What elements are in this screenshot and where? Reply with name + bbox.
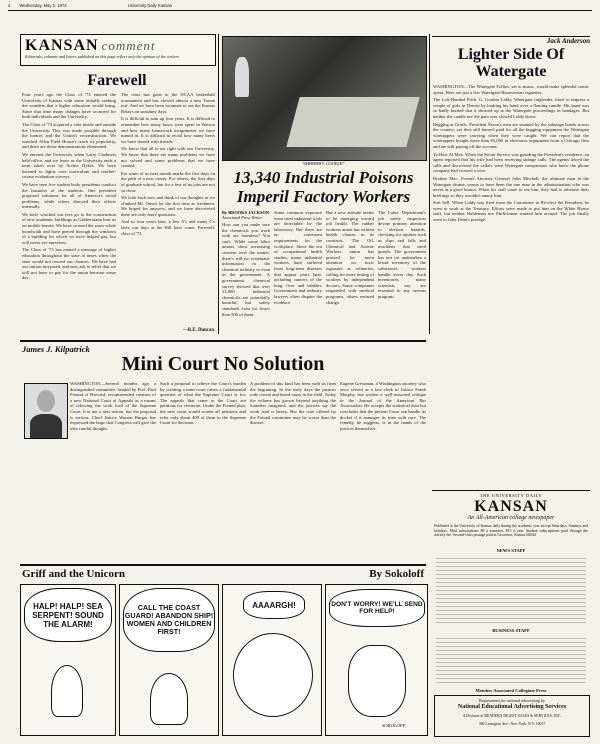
character-figure [150,673,188,725]
kilpatrick-rule [20,340,426,342]
speech-bubble-2: CALL THE COAST GUARD! ABANDON SHIP! WOMEN AND CHILDREN FIRST! [123,588,215,652]
farewell-title: Farewell [87,72,147,89]
anderson-p1: WASHINGTON—The Watergate Follies, set to music, would make splendid comic opera. Here are just a few Watergate-Hanoverism vignettes. [433,84,589,95]
speech-bubble-4: DON'T WORRY! WE'LL SEND FOR HELP! [329,589,425,627]
anderson-p4: Ye Haw Al Mex. When the Secret Service was guarding the President's residence, an agent reported that his wife had been receiving strange calls. The agents traced the calls and discovered the callers were Watergate conspirators who knew the phone company had crossed a wire. [433,151,589,174]
kilpatrick-byline: James J. Kilpatrick [22,344,90,354]
masthead-sub: An All-American college newspaper [467,515,555,521]
imperial-col-4: The Labor Department's job safety inspectors devote primary attention to obvious hazards, checking for injuries such as slips and falls and machines that need guards. The government has not yet undertaken a broad inventory of the substances workers handle every day. Such inventories, many scientists say, are essential to any serious program. [378,210,426,299]
imperial-col-2: Some common exposure from used industrial tools are detectable by the laboratory. But there are no consistent requirements for the workplace. Since the era of occupational health studies, many industrial workers have suffered from long-term diseases that appear years later, including cancers of the lung, liver and bladder. Government and industry lawyers often dispute the evidence. [274,210,322,305]
farewell-p8: It is difficult to sum up four years. It is difficult to remember how many hours were spent in Watson and how many homework assignments we have turned in. It is difficult to recall how many beers we have shared with friends. [121,116,215,144]
farewell-byline: —R.E. Duncan [182,328,214,333]
header-paper: University Daily Kansan [127,3,173,8]
national-ad-box [434,695,590,737]
imperial-col-3: But a new attitude seems to be emerging toward job health. The rubber workers union has written health clauses in its contracts. The Oil, Chemical and Atomic Workers union has pressed for more attention on toxic exposure at refineries, calling for more testing of workers by independent doctors. Some companies responded with medical programs, others resisted change. [326,210,374,305]
imperial-col-1: How can you make sure the chemicals you work with are harmless? You can't. While some labor unions show increasing concern over the matter, there's still no systematic information in the chemical industry or even in the government. A government chemical survey showed that over 13,000 industrial chemicals are potentially harmful, but safety standards exist for fewer than 500 of them. [222,222,270,317]
cartoon-panel-3 [222,584,322,736]
cookie-photo [222,36,427,161]
page-header [8,3,598,10]
cartoon-panel-2 [119,584,219,736]
farewell-p3: We entered the University when Larry Chalmers held office, and we leave as the University ends a term taken over by Archie Dykes. We have listened to fights over curriculum and teacher-course evaluation surveys. [22,151,116,180]
sea-serpent [233,633,313,717]
header-date: Wednesday, May 2, 1973 [19,3,67,8]
anderson-headline: Lighter Side Of Watergate [457,46,565,80]
nat-addr: 360 Lexington Ave., New York, N.Y. 10017 [478,722,546,726]
farewell-col-1 [22,92,116,337]
speech-bubble-1: HALP! HALP! SEA SERPENT! SOUND THE ALARM! [24,588,112,642]
farewell-p4: We have seen five student body presidents conduct the business of the students. One president proposed solutions for all of America's racial problems, while others directed their efforts internally. [22,181,116,210]
farewell-p1: Four years ago the Class of '73 entered the University of Kansas with some initially seeking the wonders that a higher education would bring. Since that time many changes have occurred for both individuals and the University. [22,92,116,120]
member-acp: Member Associated Collegiate Press [475,688,547,693]
farewell-p11: We look back now and think of our thoughts as we climbed Mt. Oread for the first time as freshmen. We hoped for answers, and we have discovered there are only more questions. [121,195,215,217]
kilpatrick-headline: Mini Court No Solution [121,353,325,375]
business-staff-heading: BUSINESS STAFF [492,628,530,633]
farewell-p12: And so four years later, a few A's and many C's later, our days at the Hill have come. Farewell, class of '73. [121,219,215,236]
imperial-headline: 13,340 Industrial Poisons Imperil Factory Workers [233,168,414,206]
kilpatrick-col-2: Such a proposal to relieve the Court's burden by creating a mini-court raises a fundamental question of what the Supreme Court is for. The appeals that come to the Court are petitions for certiorari. Under the Freund plan, the new court would screen all petitions and refer only about 400 of them to the Supreme Court for decision. [160,381,246,426]
speech-bubble-3: AAAARGH! [243,591,305,619]
imperial-byline-2: Associated Press Writer [222,215,263,220]
page-number: 4 [8,3,11,8]
masthead-title: KANSAN [474,498,548,515]
anderson-byline: Jack Anderson [546,37,590,45]
anderson-p3: Bugging at Gruffs. President Nixon's men are stunned by the sabotage bonds across the country, yet they still haven't paid for all the bugging equipment the Watergate wiretappers were carrying when they were caught. We can report that the wiretappers bought more than $3,000 in electronic equipment from a Chicago firm and are still paying off the account. [433,121,589,149]
photo-caption: 'SHHHHH!! COOKIE!' [302,161,345,166]
anderson-column [433,84,589,486]
kansan-logo: KANSAN comment [25,37,156,54]
character-figure [348,645,406,717]
nat-sub: A Division of READER'S DIGEST SALES & SERVICES, INC. [462,714,562,718]
lamp-shape [235,57,249,97]
imperial-byline: By BROOKS JACKSON [222,210,270,215]
farewell-p5: We have watched our fees go to the construction of new academic buildings as Gabbermann hurt us on mobile homes. We have crossed the snow-white boardwalk and have peered through the windows of a building for which we have helped pay, but will never see ourselves. [22,211,116,245]
anderson-p2: The Left-Handed Pitch. G. Gordon Liddy, Watergate ringleader, liked to impress a couple of girls in Detroit by braking his hand over a flaming candle. His hand was so badly burned that it showed up at the Watergate proceedings in bandages. But neither the candle nor the pain ever slowed Liddy down. [433,97,589,119]
farewell-p9: We know that all is not right with our University. We know that there are many problems we have not solved and some problems that we have created. [121,146,215,169]
nat-rep: Represented for national advertising by [478,698,546,703]
masthead-note: Published at the University of Kansas daily during the academic year except Saturdays, Sundays and holidays. Mail subscriptions $9 a semester, $15 a year. Student subscriptions paid through the activity fee. Second-class postage paid at Lawrence, Kansas 66044. [434,524,588,537]
masthead-pre: THE UNIVERSITY DAILY [479,493,543,498]
farewell-col-2 [121,92,215,324]
cartoon-byline: By Sokoloff [369,568,424,580]
character-figure [51,665,83,717]
masthead-rule [432,490,590,491]
kilpatrick-portrait [24,383,68,439]
nat-org: National Educational Advertising Services [457,704,567,710]
farewell-p6: The Class of '73 has earned a message of higher education throughout the state at times when the state would not reward our chances. We have had our tuition increased, and now ask to relief that we will not have to pay for the union because some day. [22,247,116,281]
kilpatrick-col-3: A problem of this kind has been with us from the beginning. In the early days the justices rode circuit and heard cases in the field. Today the volume has grown beyond anything the founders imagined, and the justices say the work load is heavy. But the cure offered by the Freund committee may be worse than the disease. [250,381,336,426]
column-rule [218,34,219,334]
anderson-p5: Brother Mac. Former Attorney General John Mitchell, the ultimate man in the Watergate drama, seems to have been the one man in the administration who was never in a good humor. When his staff came to see him, they had to rehearse their briefings so they wouldn't annoy him. [433,175,589,198]
cartoon-signature: SOKOLOFF [382,723,406,728]
kilpatrick-col-4: Eugene Gressman, a Washington attorney who once served as a law clerk to Justice Frank Murphy, has written a well-reasoned critique in the Journal of the American Bar Association. He accepts the statistical data but concludes that the present Court can handle its docket if it manages its time with care. The remedy, he suggests, is in the hands of the justices themselves. [340,381,426,431]
header-rule [8,10,592,11]
business-staff-list [436,635,586,683]
kansan-comment-box [20,34,216,66]
cartoon-panel-4 [325,584,428,736]
farewell-p2: The Class of '73 acquired a vote inside and outside the University. This was made possible through the honors and the Union's reconstruction. We watched Allen Field House's reach its popularity, and there are those demonstrations eliminated. [22,121,116,150]
bed-shape [286,97,419,147]
kansan-note: Editorials, columns and letters published on this page reflect only the opinion of the writers. [25,54,180,59]
kilpatrick-col-1: WASHINGTON—Several months ago a distinguished committee, headed by Prof. Paul Freund of Harvard, recommended creation of a new National Court of Appeals as a means of relieving the work load of the Supreme Court. It is not a new notion, but the proposal is serious. Chief Justice Warren Burger has expressed the hope that Congress will give the idea careful thought. [70,381,156,431]
farewell-p7: The class has gone to the NCAA basketball tournament and has viewed almost a new Tartan turf. And we have been fortunate to see the Kansas Relays on sunshiny days. [121,92,215,114]
anderson-p6: Soft Sell. When Liddy was fired from the Committee to Re-elect the President, he went to work at the Treasury. Efforts were made to put him on the White House staff, but neither Haldeman nor Ehrlichman wanted him around. The job finally went to John Dean's protégé. [433,200,589,223]
farewell-p10: For some of us next month marks the first days on the path of a new career. For others, the first days of graduate school, but for a few of us jobs are not so clear. [121,170,215,193]
cartoon-panel-1 [20,584,116,736]
cartoon-rule [20,564,426,566]
news-staff-heading: NEWS STAFF [496,548,526,553]
cartoon-title: Griff and the Unicorn [22,568,125,580]
news-staff-list [436,555,586,625]
column-rule [429,34,430,334]
